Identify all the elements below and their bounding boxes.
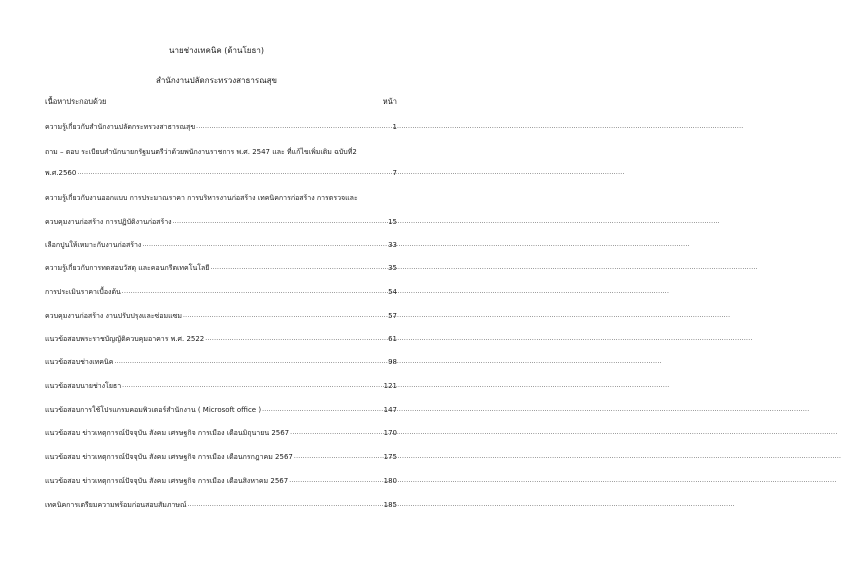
leader-dots [210,263,387,273]
toc-entry [45,311,397,321]
toc-entry [45,168,397,178]
toc-entry-text: การประเมินราคาเบื้องต้น [45,288,121,296]
toc-entry-page: 57 [388,312,397,320]
toc-entry-page: 185 [383,501,397,509]
toc-entry-text: แนวข้อสอบ ข่าวเหตุการณ์ปัจจุบัน สังคม เศรษฐกิจ การเมือง เดือนกรกฎาคม 2567 [45,453,293,461]
document-subtitle: สำนักงานปลัดกระทรวงสาธารณสุข [156,76,277,85]
toc-entry-page: 175 [383,453,397,461]
toc-entry-text: แนวข้อสอบ ข่าวเหตุการณ์ปัจจุบัน สังคม เศรษฐกิจ การเมือง เดือนสิงหาคม 2567 [45,477,289,485]
leader-dots [114,357,387,367]
leader-dots [122,287,387,297]
toc-entry-text: พ.ศ.2560 [45,169,77,177]
leader-dots [122,381,383,391]
toc-entry-text: แนวข้อสอบนายช่างโยธา [45,382,122,390]
toc-entry-text: แนวข้อสอบการใช้โปรแกรมคอมพิวเตอร์สำนักงาน ( Microsoft office ) [45,406,262,414]
toc-entry [45,240,397,250]
page-column-label: หน้า [382,97,397,106]
contents-label: เนื้อหาประกอบด้วย [45,97,107,106]
leader-dots [173,217,388,227]
toc-entry-page: 98 [388,358,397,366]
leader-dots [196,122,391,132]
toc-entry-page: 35 [388,264,397,272]
toc-entry [45,122,397,132]
toc-entry-page: 121 [383,382,397,390]
toc-entry-text: ความรู้เกี่ยวกับการทดสอบวัสดุ และคอนกรีตเทคโนโลยี [45,264,210,272]
toc-entry-page: 170 [383,429,397,437]
toc-entry-page: 33 [388,241,397,249]
toc-entry-text: ควบคุมงานก่อสร้าง งานปรับปรุงและซ่อมแซม [45,312,182,320]
leader-dots [262,405,383,415]
leader-dots [183,311,387,321]
toc-entry-page: 54 [388,288,397,296]
toc-entry-page: 7 [392,169,397,177]
toc-entry [45,428,397,438]
toc-entry-text: เทคนิคการเตรียมความพร้อมก่อนสอบสัมภาษณ์ [45,501,187,509]
toc-entry-page: 15 [388,218,397,226]
toc-entry-text: ควบคุมงานก่อสร้าง การปฏิบัติงานก่อสร้าง [45,218,172,226]
toc-entry [45,452,397,462]
toc-entry-page: 1 [392,123,397,131]
toc-entry [45,405,397,415]
toc-entry [45,476,397,486]
toc-entry-page: 180 [383,477,397,485]
leader-dots [294,452,383,462]
toc-entry-page: 147 [383,406,397,414]
leader-dots [142,240,387,250]
toc-entry-text: แนวข้อสอบช่างเทคนิค [45,358,114,366]
toc-entry [45,334,397,344]
leader-dots [77,168,391,178]
leader-dots [290,428,382,438]
toc-entry [45,287,397,297]
toc-entry [45,357,397,367]
leader-dots [289,476,382,486]
toc-entry [45,500,397,510]
leader-dots [188,500,383,510]
toc-entry-text: เลือกปูนให้เหมาะกับงานก่อสร้าง [45,241,142,249]
toc-entry-text: ถาม – ตอบ ระเบียบสำนักนายกรัฐมนตรีว่าด้วยพนักงานราชการ พ.ศ. 2547 และ ที่แก้ไขเพิ่มเติม ฉบับที่2 [45,148,357,156]
toc-entry-page: 61 [388,335,397,343]
document-title: นายช่างเทคนิค (ด้านโยธา) [169,46,264,55]
toc-entry [45,217,397,227]
toc-entry-text: แนวข้อสอบ ข่าวเหตุการณ์ปัจจุบัน สังคม เศรษฐกิจ การเมือง เดือนมิถุนายน 2567 [45,429,290,437]
toc-entry-text: แนวข้อสอบพระราชบัญญัติควบคุมอาคาร พ.ศ. 2522 [45,335,205,343]
toc-entry [45,263,397,273]
toc-entry-text: ความรู้เกี่ยวกับสำนักงานปลัดกระทรวงสาธารณสุข [45,123,196,131]
toc-entry [45,381,397,391]
toc-entry-text: ความรู้เกี่ยวกับงานออกแบบ การประมาณราคา การบริหารงานก่อสร้าง เทคนิคการก่อสร้าง การตรวจและ [45,194,358,202]
leader-dots [205,334,387,344]
